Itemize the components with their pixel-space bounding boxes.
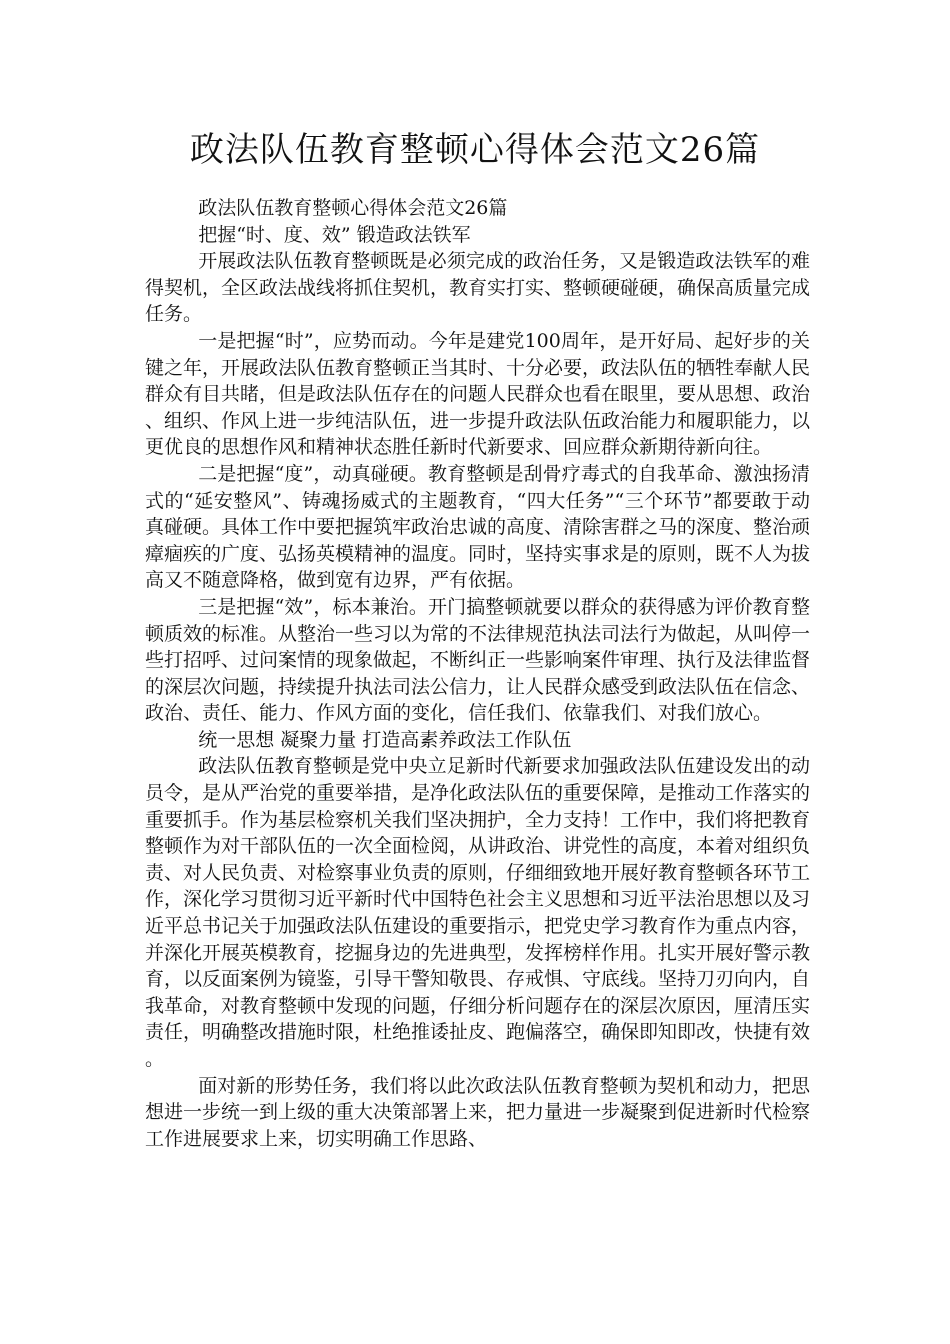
paragraph: 二是把握“度”，动真碰硬。教育整顿是刮骨疗毒式的自我革命、激浊扬清式的“延安整风”、铸魂扬威式的主题教育，“四大任务”“三个环节”都要敢于动真碰硬。具体工作中要把握筑牢政治忠诚的高度、清除害群之马的深度、整治顽瘴痼疾的广度、弘扬英模精神的温度。同时，坚持实事求是的原则，既不人为拔高又不随意降格，做到宽有边界，严有依据。 — [145, 462, 811, 592]
paragraph: 一是把握“时”，应势而动。今年是建党100周年，是开好局、起好步的关键之年，开展政法队伍教育整顿正当其时、十分必要，政法队伍的牺牲奉献人民群众有目共睹，但是政法队伍存在的问题人民群众也看在眼里，要从思想、政治、组织、作风上进一步纯洁队伍，进一步提升政法队伍政治能力和履职能力，以更优良的思想作风和精神状态胜任新时代新要求、回应群众新期待新向往。 — [145, 329, 811, 459]
paragraph: 开展政法队伍教育整顿既是必须完成的政治任务，又是锻造政法铁军的难得契机，全区政法战线将抓住契机，教育实打实、整顿硬碰硬，确保高质量完成任务。 — [145, 250, 811, 326]
section-heading: 把握“时、度、效” 锻造政法铁军 — [198, 223, 471, 246]
document-body — [145, 195, 810, 1152]
paragraph: 三是把握“效”，标本兼治。开门搞整顿就要以群众的获得感为评价教育整顿质效的标准。从整治一些习以为常的不法律规范执法司法行为做起，从叫停一些打招呼、过问案情的现象做起，不断纠正一些影响案件审理、执行及法律监督的深层次问题，持续提升执法司法公信力，让人民群众感受到政法队伍在信念、政治、责任、能力、作风方面的变化，信任我们、依靠我们、对我们放心。 — [145, 595, 811, 725]
subtitle-line: 政法队伍教育整顿心得体会范文26篇 — [198, 197, 508, 219]
document-title: 政法队伍教育整顿心得体会范文26篇 — [189, 130, 761, 170]
paragraph: 面对新的形势任务，我们将以此次政法队伍教育整顿为契机和动力，把思想进一步统一到上级的重大决策部署上来，把力量进一步凝聚到促进新时代检察工作进展要求上来，切实明确工作思路、 — [145, 1074, 811, 1150]
section-heading: 统一思想 凝聚力量 打造高素养政法工作队伍 — [198, 728, 572, 751]
paragraph: 政法队伍教育整顿是党中央立足新时代新要求加强政法队伍建设发出的动员令，是从严治党的重要举措，是净化政法队伍的重要保障，是推动工作落实的重要抓手。作为基层检察机关我们坚决拥护，全力支持！工作中，我们将把教育整顿作为对干部队伍的一次全面检阅，从讲政治、讲党性的高度，本着对组织负责、对人民负责、对检察事业负责的原则，仔细细致地开展好教育整顿各环节工作，深化学习贯彻习近平新时代中国特色社会主义思想和习近平法治思想以及习近平总书记关于加强政法队伍建设的重要指示，把党史学习教育作为重点内容，并深化开展英模教育，挖掘身边的先进典型，发挥榜样作用。扎实开展好警示教育，以反面案例为镜鉴，引导干警知敬畏、存戒惧、守底线。坚持刀刃向内，自我革命，对教育整顿中发现的问题，仔细分析问题存在的深层次原因，厘清压实责任，明确整改措施时限，杜绝推诿扯皮、跑偏落空，确保即知即改，快捷有效。 — [145, 755, 811, 1070]
